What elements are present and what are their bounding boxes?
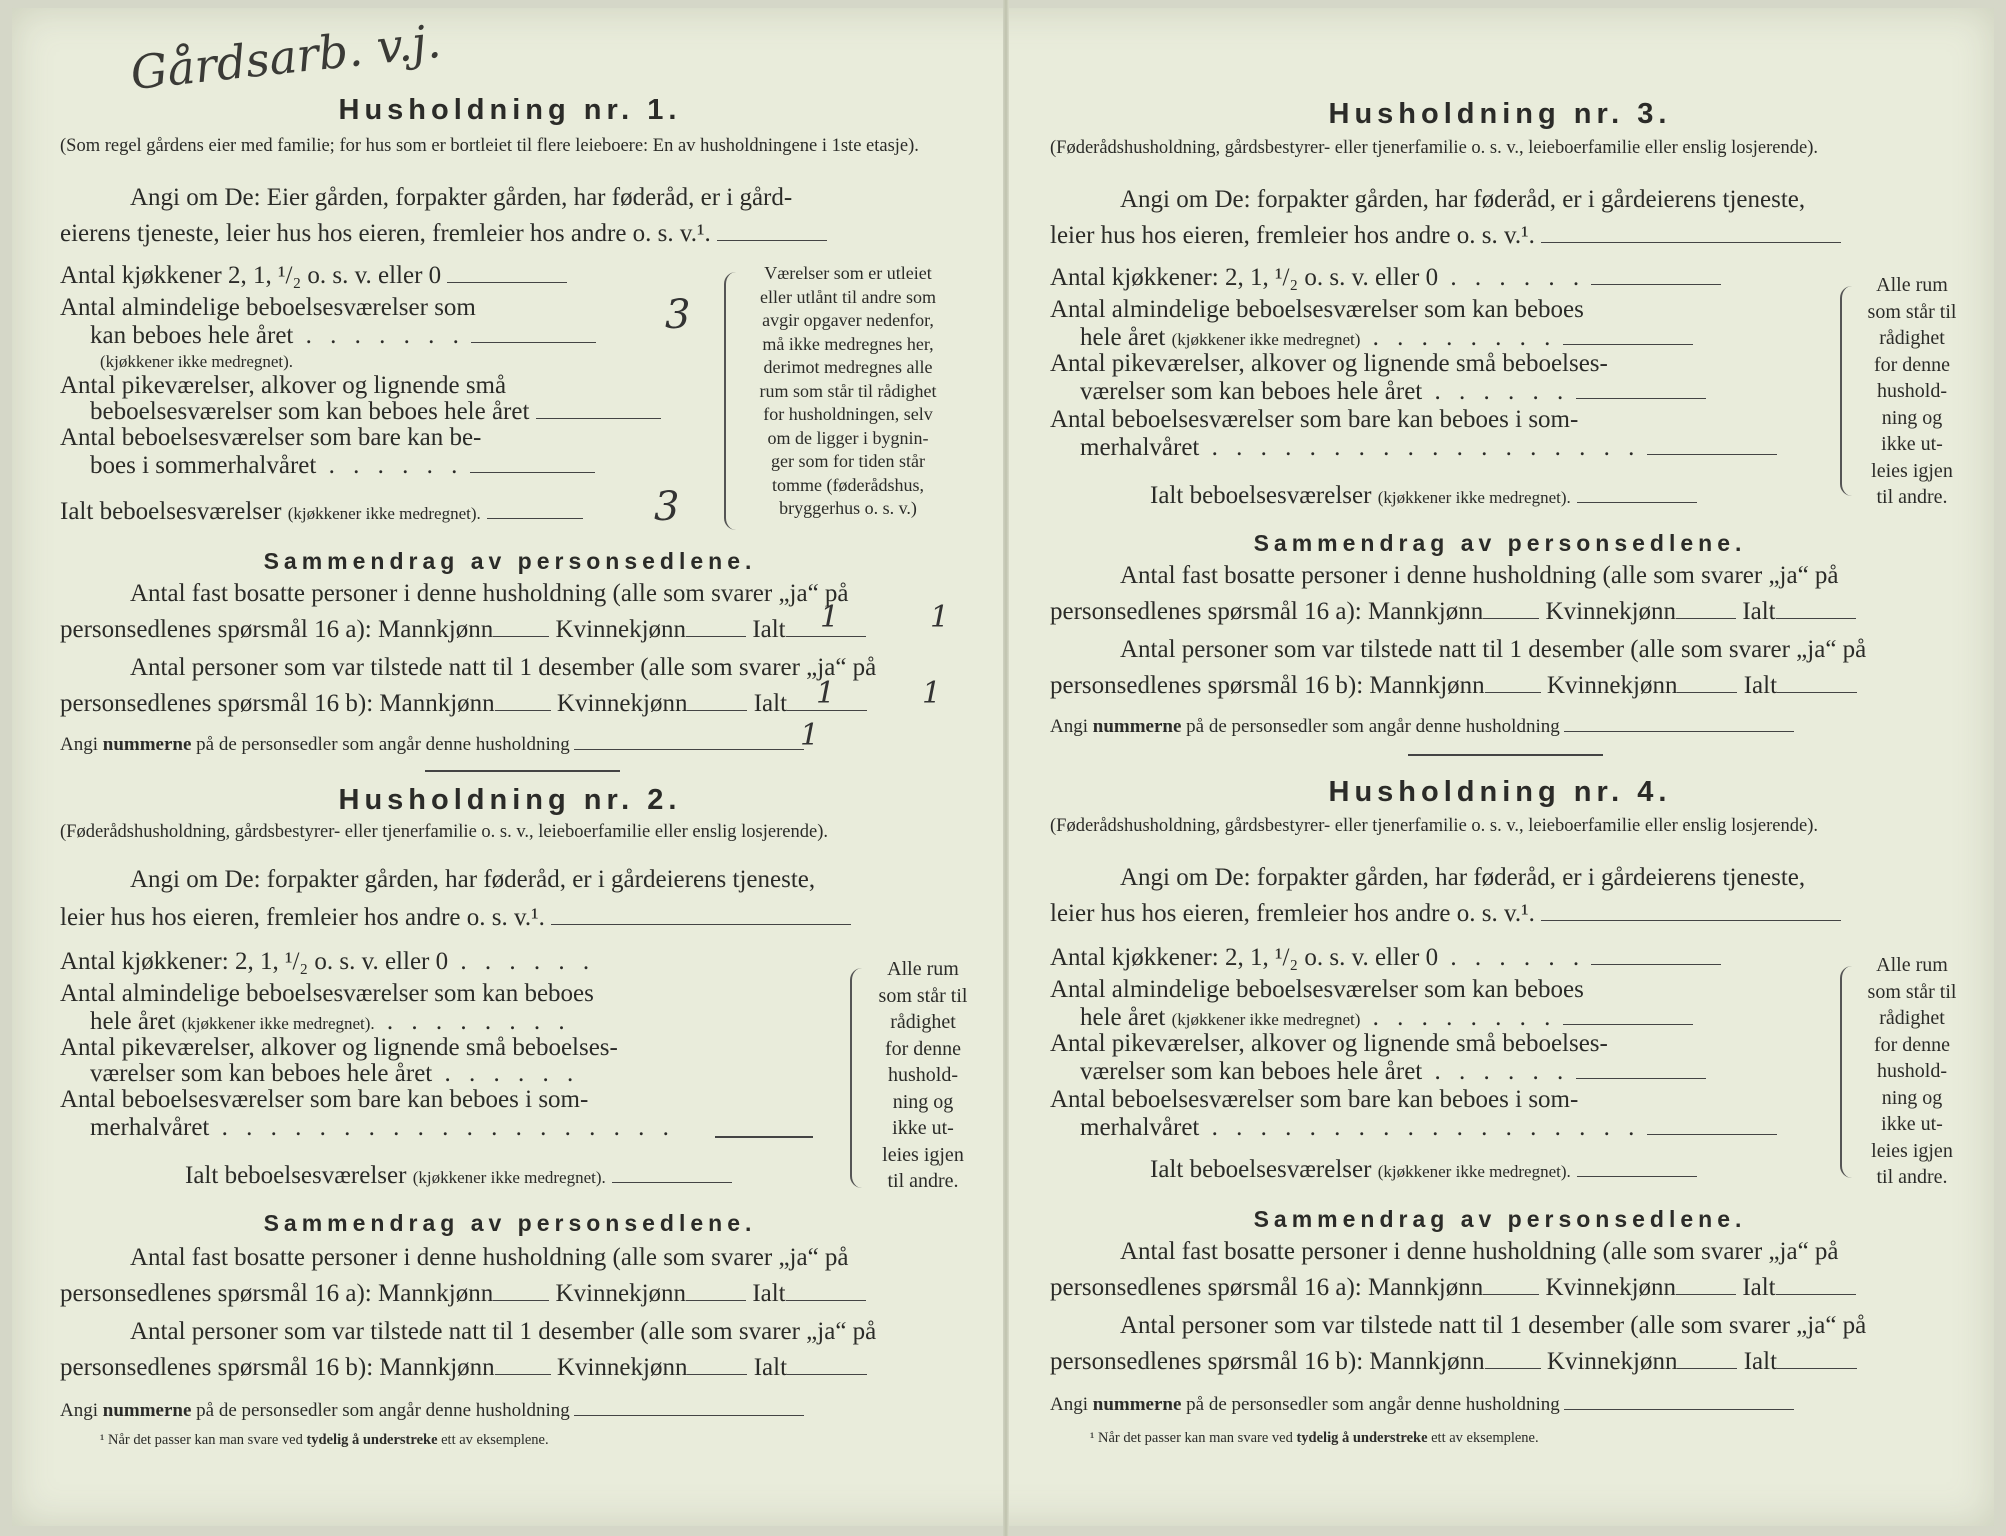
hh4-sommer-fill[interactable] bbox=[1647, 1133, 1777, 1135]
hh4-pike-label1: Antal pikeværelser, alkover og lignende små beboelses- bbox=[1050, 1030, 1608, 1057]
hh1-nummer-b: nummerne bbox=[102, 734, 192, 755]
hh2-fast-ialt-fill[interactable] bbox=[786, 1299, 866, 1301]
hh4-tilst-row bbox=[1050, 1348, 1857, 1376]
hh2-alm-label1: Antal almindelige beboelsesværelser som kan beboes bbox=[60, 980, 594, 1007]
hh3-alm-note: (kjøkkener ikke medregnet) bbox=[1171, 330, 1361, 349]
hh4-alm-label1: Antal almindelige beboelsesværelser som kan beboes bbox=[1050, 976, 1584, 1003]
hh2-tilst-mann-fill[interactable] bbox=[495, 1373, 551, 1375]
hh3-side-note bbox=[1856, 272, 1968, 511]
hh2-alm-label2: hele året bbox=[90, 1008, 176, 1035]
hh2-sommer-label1: Antal beboelsesværelser som bare kan beboes i som- bbox=[60, 1086, 589, 1113]
hh3-pike-label1: Antal pikeværelser, alkover og lignende små beboelses- bbox=[1050, 350, 1608, 377]
hh2-sum-title: Sammendrag av personsedlene. bbox=[263, 1210, 757, 1236]
hh3-tilst-ialt-fill[interactable] bbox=[1777, 691, 1857, 693]
hh3-ialt-row bbox=[1150, 482, 1697, 510]
hh4-tilst-kvinne-fill[interactable] bbox=[1677, 1367, 1737, 1369]
hh2-fast-mann-fill[interactable] bbox=[493, 1299, 549, 1301]
hh4-nummer-fill[interactable] bbox=[1564, 1408, 1794, 1410]
hh3-side-note-line: til andre. bbox=[1876, 486, 1948, 508]
left-foot-a: ¹ Når det passer kan man svare ved bbox=[100, 1432, 307, 1448]
hh2-title: Husholdning nr. 2. bbox=[338, 784, 682, 816]
hh3-tilst-kvinne-label: Kvinnekjønn bbox=[1546, 672, 1678, 699]
hh4-fast-mann-fill[interactable] bbox=[1483, 1293, 1539, 1295]
hh2-side-note-line: til andre. bbox=[887, 1170, 959, 1192]
hh2-tilst-row bbox=[60, 1354, 867, 1382]
hh1-pike-label2: beboelsesværelser som kan beboes hele året bbox=[90, 398, 530, 425]
hh2-side-note-line: hushold- bbox=[888, 1064, 958, 1086]
hh4-sommer-row: merhalvåret . . . . . . . . . . . . . . . . . . bbox=[1080, 1114, 1777, 1142]
hh4-pike-fill[interactable] bbox=[1576, 1077, 1706, 1079]
hh3-title: Husholdning nr. 3. bbox=[1328, 98, 1672, 130]
hh4-side-note-line: Alle rum bbox=[1876, 954, 1948, 976]
left-foot-c: ett av eksemplene. bbox=[437, 1432, 549, 1448]
hh4-angi-row bbox=[1050, 900, 1841, 928]
hh3-tilst-row bbox=[1050, 672, 1857, 700]
hh1-nummer-c: på de personsedler som angår denne husholdning bbox=[191, 734, 570, 755]
hh4-brace bbox=[1840, 966, 1852, 1178]
right-foot-a: ¹ Når det passer kan man svare ved bbox=[1090, 1430, 1297, 1446]
hh3-side-note-line: rådighet bbox=[1879, 327, 1945, 349]
hh3-fast-ialt-fill[interactable] bbox=[1776, 617, 1856, 619]
hh4-side-note-line: ning og bbox=[1881, 1086, 1943, 1109]
hh3-side-note-line: som står til bbox=[1867, 300, 1957, 323]
hh1-side-note-line: avgir opgaver nedenfor, bbox=[762, 310, 934, 330]
hh4-kjokken-row: Antal kjøkkener: 2, 1, ¹/₂ o. s. v. eller 0 . . . . . . bbox=[1050, 944, 1721, 972]
hh4-side-note-line: rådighet bbox=[1879, 1007, 1945, 1029]
hh3-sommer-row: merhalvåret . . . . . . . . . . . . . . . . . . bbox=[1080, 434, 1777, 462]
hh3-sommer-label1: Antal beboelsesværelser som bare kan beboes i som- bbox=[1050, 406, 1579, 433]
hh3-fast-row bbox=[1050, 598, 1856, 626]
hh2-brace bbox=[850, 968, 862, 1188]
hh2-angi-fill[interactable] bbox=[551, 923, 851, 925]
hh2-tilst-kvinne-label: Kvinnekjønn bbox=[556, 1354, 688, 1381]
hh4-alm-note: (kjøkkener ikke medregnet) bbox=[1171, 1010, 1361, 1029]
hh2-pike-label1: Antal pikeværelser, alkover og lignende små beboelses- bbox=[60, 1034, 618, 1061]
hh1-side-note-line: må ikke medregnes her, bbox=[762, 333, 934, 354]
hh4-ialt-row bbox=[1150, 1156, 1697, 1184]
hh1-nummer-a: Angi bbox=[60, 734, 103, 755]
hh4-sommer-label2: merhalvåret bbox=[1080, 1114, 1200, 1141]
hh4-tilst-label: personsedlenes spørsmål 16 b): Mannkjønn bbox=[1050, 1348, 1485, 1375]
hh1-ialt-fill[interactable] bbox=[487, 517, 583, 519]
hh3-kjokken-label: Antal kjøkkener: 2, 1, ¹/₂ o. s. v. eller 0 bbox=[1050, 264, 1439, 291]
hh4-tilst-ialt-label: Ialt bbox=[1743, 1348, 1778, 1375]
hh1-fast-ialt-fill[interactable] bbox=[786, 635, 866, 637]
hh4-fast-kvinne-label: Kvinnekjønn bbox=[1545, 1274, 1677, 1301]
handwritten-header: Gårdsarb. v.j. bbox=[128, 13, 444, 101]
hh3-pike-row: værelser som kan beboes hele året . . . . . . bbox=[1080, 378, 1706, 406]
hh4-tilst-line1: Antal personer som var tilstede natt til 1 desember (alle som svarer „ja“ på bbox=[1120, 1312, 1867, 1339]
hh1-kjokken-label: Antal kjøkkener 2, 1, ¹/₂ o. s. v. eller 0 bbox=[60, 262, 442, 289]
hh2-angi-line1: Angi om De: forpakter gården, har føderåd, er i gårdeierens tjeneste, bbox=[130, 866, 816, 893]
hh3-tilst-ialt-label: Ialt bbox=[1743, 672, 1778, 699]
hh3-sum-title: Sammendrag av personsedlene. bbox=[1253, 530, 1747, 556]
hh1-fast-kvinne-label: Kvinnekjønn bbox=[555, 616, 687, 643]
hh3-tilst-label: personsedlenes spørsmål 16 b): Mannkjønn bbox=[1050, 672, 1485, 699]
hh2-nummer-row bbox=[60, 1400, 804, 1422]
hh2-nummer-b: nummerne bbox=[102, 1400, 192, 1421]
hh3-sommer-fill[interactable] bbox=[1647, 453, 1777, 455]
hh4-angi-line1: Angi om De: forpakter gården, har føderåd, er i gårdeierens tjeneste, bbox=[1120, 864, 1806, 891]
hh4-side-note-line: ikke ut- bbox=[1881, 1113, 1943, 1135]
hh4-fast-ialt-label: Ialt bbox=[1742, 1274, 1776, 1301]
hh2-angi-line2: leier hus hos eieren, fremleier hos andre o. s. v.¹. bbox=[60, 904, 545, 931]
hh1-fast-kvinne-answer: 1 bbox=[820, 600, 840, 635]
hh4-ialt-label: Ialt beboelsesværelser bbox=[1150, 1156, 1372, 1183]
hh2-fast-row bbox=[60, 1280, 866, 1308]
hh4-fast-row bbox=[1050, 1274, 1856, 1302]
hh1-sum-title: Sammendrag av personsedlene. bbox=[263, 548, 757, 574]
hh2-ialt-fill[interactable] bbox=[612, 1181, 732, 1183]
left-page bbox=[60, 0, 1020, 1536]
hh4-ialt-fill[interactable] bbox=[1577, 1175, 1697, 1177]
hh1-fast-kvinne-fill[interactable] bbox=[686, 635, 746, 637]
hh3-tilst-kvinne-fill[interactable] bbox=[1677, 691, 1737, 693]
hh1-angi-line2-row bbox=[60, 220, 827, 248]
hh3-fast-kvinne-label: Kvinnekjønn bbox=[1545, 598, 1677, 625]
hh3-nummer-a: Angi bbox=[1050, 716, 1093, 737]
hh4-nummer-row bbox=[1050, 1394, 1794, 1416]
hh3-alm-fill[interactable] bbox=[1563, 343, 1693, 345]
right-page bbox=[1050, 0, 2006, 1536]
hh2-side-note-line: ning og bbox=[892, 1090, 954, 1113]
hh1-title: Husholdning nr. 1. bbox=[338, 94, 682, 126]
hh1-ialt-note: (kjøkkener ikke medregnet). bbox=[287, 504, 481, 523]
hh2-fast-kvinne-fill[interactable] bbox=[686, 1299, 746, 1301]
hh1-tilst-mann-fill[interactable] bbox=[495, 709, 551, 711]
hh4-title: Husholdning nr. 4. bbox=[1328, 776, 1672, 808]
hh3-nummer-row bbox=[1050, 716, 1794, 738]
hh2-tilst-label: personsedlenes spørsmål 16 b): Mannkjønn bbox=[60, 1354, 495, 1381]
hh3-alm-label2: hele året bbox=[1080, 324, 1166, 351]
hh2-tilst-ialt-fill[interactable] bbox=[787, 1373, 867, 1375]
hh1-side-note-line: Værelser som er utleiet bbox=[764, 263, 932, 283]
hh1-tilst-label: personsedlenes spørsmål 16 b): Mannkjønn bbox=[60, 690, 495, 717]
hh3-alm-label1: Antal almindelige beboelsesværelser som kan beboes bbox=[1050, 296, 1584, 323]
right-foot-c: ett av eksemplene. bbox=[1427, 1430, 1539, 1446]
hh3-fast-ialt-label: Ialt bbox=[1742, 598, 1776, 625]
hh1-tilst-ialt-answer: 1 bbox=[922, 676, 942, 711]
hh3-angi-line2: leier hus hos eieren, fremleier hos andre o. s. v.¹. bbox=[1050, 222, 1535, 249]
hh2-side-note bbox=[868, 956, 978, 1195]
hh1-nummer-answer: 1 bbox=[800, 718, 820, 753]
hh4-sum-title: Sammendrag av personsedlene. bbox=[1253, 1206, 1747, 1232]
hh1-side-note-line: for husholdningen, selv bbox=[763, 404, 933, 424]
hh1-fast-mann-fill[interactable] bbox=[493, 635, 549, 637]
hh2-ialt-row bbox=[185, 1162, 732, 1190]
hh2-alm-row: hele året (kjøkkener ikke medregnet). . . . . . . . . bbox=[90, 1008, 571, 1035]
hh3-fast-line1: Antal fast bosatte personer i denne husholdning (alle som svarer „ja“ på bbox=[1120, 562, 1839, 589]
hh1-nummer-row bbox=[60, 734, 804, 756]
hh1-alm-label2: kan beboes hele året bbox=[90, 322, 294, 349]
hh3-side-note-line: leies igjen bbox=[1871, 459, 1953, 482]
hh1-answer-alm: 3 bbox=[665, 292, 691, 338]
hh3-kjokken-fill[interactable] bbox=[1591, 283, 1721, 285]
hh3-ialt-label: Ialt beboelsesværelser bbox=[1150, 482, 1372, 509]
hh3-sommer-label2: merhalvåret bbox=[1080, 434, 1200, 461]
hh3-side-note-line: hushold- bbox=[1877, 380, 1947, 402]
hh2-tilst-ialt-label: Ialt bbox=[753, 1354, 788, 1381]
hh2-pike-label2: værelser som kan beboes hele året bbox=[90, 1060, 433, 1087]
hh4-kjokken-label: Antal kjøkkener: 2, 1, ¹/₂ o. s. v. eller 0 bbox=[1050, 944, 1439, 971]
hh3-angi-line1: Angi om De: forpakter gården, har føderåd, er i gårdeierens tjeneste, bbox=[1120, 186, 1806, 213]
hh4-nummer-c: på de personsedler som angår denne husholdning bbox=[1181, 1394, 1560, 1415]
hh3-ialt-note: (kjøkkener ikke medregnet). bbox=[1377, 488, 1571, 507]
hh4-note: (Føderådshusholdning, gårdsbestyrer- eller tjenerfamilie o. s. v., leieboerfamilie eller enslig losjerende). bbox=[1050, 816, 1818, 836]
hh2-sommer-row: merhalvåret . . . . . . . . . . . . . . . . . . . bbox=[90, 1114, 675, 1141]
hh3-angi-row bbox=[1050, 222, 1841, 250]
hh1-sommer-label1: Antal beboelsesværelser som bare kan be- bbox=[60, 424, 482, 451]
hh1-side-note-line: tomme (føderådshus, bbox=[772, 474, 924, 495]
hh4-tilst-kvinne-label: Kvinnekjønn bbox=[1546, 1348, 1678, 1375]
hh1-fast-line1: Antal fast bosatte personer i denne husholdning (alle som svarer „ja“ på bbox=[130, 580, 849, 607]
hh4-tilst-ialt-fill[interactable] bbox=[1777, 1367, 1857, 1369]
hh1-answer-ialt: 3 bbox=[654, 484, 680, 530]
hh3-side-note-line: ning og bbox=[1881, 406, 1943, 429]
hh3-fast-label: personsedlenes spørsmål 16 a): Mannkjønn bbox=[1050, 598, 1484, 625]
hh3-brace bbox=[1840, 286, 1852, 496]
hh2-kjokken-label: Antal kjøkkener: 2, 1, ¹/₂ o. s. v. eller 0 bbox=[60, 948, 449, 975]
hh2-sommer-label2: merhalvåret bbox=[90, 1114, 210, 1141]
hh2-angi-row bbox=[60, 904, 851, 932]
hh1-note: (Som regel gårdens eier med familie; for hus som er bortleiet til flere leieboere: En av husholdningene i 1ste etasje). bbox=[60, 136, 919, 156]
hh3-nummer-c: på de personsedler som angår denne husholdning bbox=[1181, 716, 1560, 737]
hh2-nummer-fill[interactable] bbox=[574, 1414, 804, 1416]
hh2-fast-line1: Antal fast bosatte personer i denne husholdning (alle som svarer „ja“ på bbox=[130, 1244, 849, 1271]
hh2-nummer-c: på de personsedler som angår denne husholdning bbox=[191, 1400, 570, 1421]
hh3-note: (Føderådshusholdning, gårdsbestyrer- eller tjenerfamilie o. s. v., leieboerfamilie eller enslig losjerende). bbox=[1050, 138, 1818, 158]
hh1-alm-label1: Antal almindelige beboelsesværelser som bbox=[60, 294, 476, 321]
hh3-nummer-b: nummerne bbox=[1092, 716, 1182, 737]
hh1-fast-ialt-answer: 1 bbox=[930, 600, 950, 635]
hh1-side-note-line: derimot medregnes alle bbox=[763, 357, 933, 377]
hh3-pike-label2: værelser som kan beboes hele året bbox=[1080, 378, 1423, 405]
hh1-angi-line1: Angi om De: Eier gården, forpakter gården, har føderåd, er i gård- bbox=[130, 184, 793, 211]
hh3-side-note-line: Alle rum bbox=[1876, 274, 1948, 296]
hh3-angi-fill[interactable] bbox=[1541, 241, 1841, 243]
hh2-note: (Føderådshusholdning, gårdsbestyrer- eller tjenerfamilie o. s. v., leieboerfamilie eller enslig losjerende). bbox=[60, 822, 828, 842]
hh2-fast-kvinne-label: Kvinnekjønn bbox=[555, 1280, 687, 1307]
hh1-alm-fill[interactable] bbox=[471, 341, 596, 343]
hh2-tilst-kvinne-fill[interactable] bbox=[687, 1373, 747, 1375]
hh1-pike-row bbox=[90, 398, 661, 426]
hh1-nummer-fill[interactable] bbox=[574, 748, 804, 750]
hh2-side-note-line: for denne bbox=[884, 1037, 962, 1060]
hh3-side-note-line: for denne bbox=[1873, 353, 1951, 376]
hh1-tilst-kvinne-fill[interactable] bbox=[687, 709, 747, 711]
hh4-sommer-label1: Antal beboelsesværelser som bare kan beboes i som- bbox=[1050, 1086, 1579, 1113]
hh1-tilst-kvinne-answer: 1 bbox=[816, 676, 836, 711]
hh1-side-note-line: rum som står til rådighet bbox=[759, 380, 937, 401]
hh3-fast-mann-fill[interactable] bbox=[1483, 617, 1539, 619]
hh4-fast-line1: Antal fast bosatte personer i denne husholdning (alle som svarer „ja“ på bbox=[1120, 1238, 1839, 1265]
hh4-fast-kvinne-fill[interactable] bbox=[1676, 1293, 1736, 1295]
hh1-side-note-line: eller utlånt til andre som bbox=[760, 286, 936, 307]
hh3-separator bbox=[1408, 754, 1603, 756]
hh1-angi-line2: eierens tjeneste, leier hus hos eieren, fremleier hos andre o. s. v.¹. bbox=[60, 220, 711, 247]
hh2-alm-note: (kjøkkener ikke medregnet). bbox=[181, 1014, 375, 1033]
hh3-ialt-fill[interactable] bbox=[1577, 501, 1697, 503]
hh4-side-note-line: som står til bbox=[1867, 980, 1957, 1003]
hh4-kjokken-fill[interactable] bbox=[1591, 963, 1721, 965]
hh4-ialt-note: (kjøkkener ikke medregnet). bbox=[1377, 1162, 1571, 1181]
hh4-angi-line2: leier hus hos eieren, fremleier hos andre o. s. v.¹. bbox=[1050, 900, 1535, 927]
hh2-side-note-line: som står til bbox=[878, 984, 968, 1007]
hh4-tilst-mann-fill[interactable] bbox=[1485, 1367, 1541, 1369]
hh3-tilst-mann-fill[interactable] bbox=[1485, 691, 1541, 693]
hh2-ialt-note: (kjøkkener ikke medregnet). bbox=[412, 1168, 606, 1187]
hh1-pike-label1: Antal pikeværelser, alkover og lignende små bbox=[60, 372, 507, 399]
hh2-pike-row: værelser som kan beboes hele året . . . . . . bbox=[90, 1060, 580, 1087]
hh4-side-note-line: til andre. bbox=[1876, 1166, 1948, 1188]
hh1-kjokken-fill[interactable] bbox=[447, 281, 567, 283]
hh2-kjokken-row: Antal kjøkkener: 2, 1, ¹/₂ o. s. v. eller 0 . . . . . . bbox=[60, 948, 596, 975]
hh4-pike-row: værelser som kan beboes hele året . . . . . . bbox=[1080, 1058, 1706, 1086]
hh1-tilst-row bbox=[60, 690, 867, 718]
hh2-side-note-line: leies igjen bbox=[882, 1143, 964, 1166]
hh3-tilst-line1: Antal personer som var tilstede natt til 1 desember (alle som svarer „ja“ på bbox=[1120, 636, 1867, 663]
hh1-tilst-kvinne-label: Kvinnekjønn bbox=[556, 690, 688, 717]
hh4-angi-fill[interactable] bbox=[1541, 919, 1841, 921]
hh4-fast-label: personsedlenes spørsmål 16 a): Mannkjønn bbox=[1050, 1274, 1484, 1301]
hh1-fast-ialt-label: Ialt bbox=[752, 616, 786, 643]
hh1-side-note-line: ger som for tiden står bbox=[771, 451, 925, 471]
hh1-tilst-ialt-label: Ialt bbox=[753, 690, 788, 717]
hh2-fast-ialt-label: Ialt bbox=[752, 1280, 786, 1307]
hh4-nummer-a: Angi bbox=[1050, 1394, 1093, 1415]
hh1-sommer-row: boes i sommerhalvåret . . . . . . bbox=[90, 452, 595, 480]
right-footnote bbox=[1090, 1430, 1539, 1447]
hh3-fast-kvinne-fill[interactable] bbox=[1676, 617, 1736, 619]
hh1-side-note bbox=[728, 262, 968, 521]
hh1-alm-note: (kjøkkener ikke medregnet). bbox=[100, 352, 294, 371]
hh3-nummer-fill[interactable] bbox=[1564, 730, 1794, 732]
hh1-fast-row bbox=[60, 616, 866, 644]
hh1-ialt-label: Ialt beboelsesværelser bbox=[60, 498, 282, 525]
right-foot-b: tydelig å understreke bbox=[1296, 1430, 1428, 1446]
hh4-pike-label2: værelser som kan beboes hele året bbox=[1080, 1058, 1423, 1085]
hh4-side-note-line: for denne bbox=[1873, 1033, 1951, 1056]
hh2-ialt-label: Ialt beboelsesværelser bbox=[185, 1162, 407, 1189]
hh2-side-note-line: rådighet bbox=[890, 1011, 956, 1033]
hh4-alm-row: hele året (kjøkkener ikke medregnet) . . . . . . . . bbox=[1080, 1004, 1693, 1032]
hh1-fast-label: personsedlenes spørsmål 16 a): Mannkjønn bbox=[60, 616, 494, 643]
hh2-fast-label: personsedlenes spørsmål 16 a): Mannkjønn bbox=[60, 1280, 494, 1307]
hh4-fast-ialt-fill[interactable] bbox=[1776, 1293, 1856, 1295]
left-footnote bbox=[100, 1432, 549, 1449]
hh1-ialt-row bbox=[60, 498, 583, 526]
hh3-kjokken-row: Antal kjøkkener: 2, 1, ¹/₂ o. s. v. eller 0 . . . . . . bbox=[1050, 264, 1721, 292]
hh4-alm-fill[interactable] bbox=[1563, 1023, 1693, 1025]
hh1-alm-row: kan beboes hele året . . . . . . . bbox=[90, 322, 596, 350]
hh4-side-note bbox=[1856, 952, 1968, 1191]
hh1-kjokken-row bbox=[60, 262, 567, 290]
hh3-pike-fill[interactable] bbox=[1576, 397, 1706, 399]
hh3-alm-row: hele året (kjøkkener ikke medregnet) . . . . . . . . bbox=[1080, 324, 1693, 352]
hh2-side-note-line: Alle rum bbox=[887, 958, 959, 980]
hh4-side-note-line: leies igjen bbox=[1871, 1139, 1953, 1162]
hh1-side-note-line: bryggerhus o. s. v.) bbox=[779, 498, 917, 518]
hh2-nummer-a: Angi bbox=[60, 1400, 103, 1421]
hh1-sommer-fill[interactable] bbox=[470, 471, 595, 473]
hh2-field-lines[interactable] bbox=[715, 1136, 813, 1138]
left-foot-b: tydelig å understreke bbox=[306, 1432, 438, 1448]
hh1-tilst-line1: Antal personer som var tilstede natt til 1 desember (alle som svarer „ja“ på bbox=[130, 654, 877, 681]
hh1-separator bbox=[425, 770, 620, 772]
hh1-pike-fill[interactable] bbox=[536, 417, 661, 419]
hh4-side-note-line: hushold- bbox=[1877, 1060, 1947, 1082]
hh3-side-note-line: ikke ut- bbox=[1881, 433, 1943, 455]
hh2-tilst-line1: Antal personer som var tilstede natt til 1 desember (alle som svarer „ja“ på bbox=[130, 1318, 877, 1345]
hh1-side-note-line: om de ligger i bygnin- bbox=[767, 427, 929, 448]
hh1-angi-fill[interactable] bbox=[717, 239, 827, 241]
hh4-nummer-b: nummerne bbox=[1092, 1394, 1182, 1415]
hh1-sommer-label2: boes i sommerhalvåret bbox=[90, 452, 317, 479]
hh2-side-note-line: ikke ut- bbox=[892, 1117, 954, 1139]
hh4-alm-label2: hele året bbox=[1080, 1004, 1166, 1031]
